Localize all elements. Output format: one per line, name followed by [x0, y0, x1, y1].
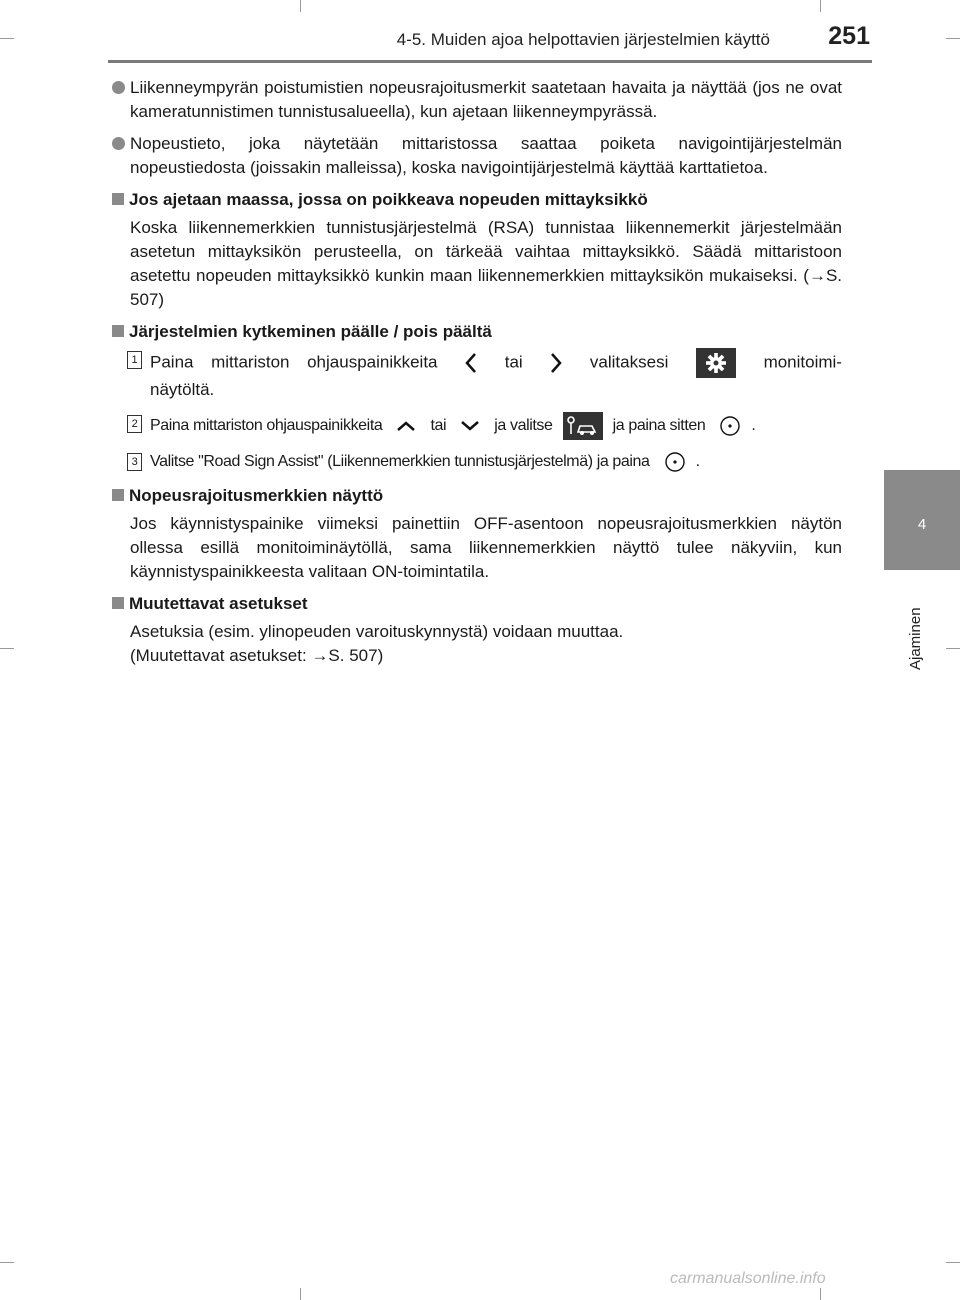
settings-paragraph: Asetuksia (esim. ylinopeuden varoituskynnystä) voidaan muuttaa. (Muutettavat asetukset: →S. 507)	[130, 622, 624, 665]
heading-square-icon	[112, 193, 124, 205]
chevron-left-icon	[465, 352, 477, 374]
bullet-text: Nopeustieto, joka näytetään mittaristossa saattaa poiketa navigointijärjestelmän nopeustiedosta (joissakin malleissa), koska navigointijärjestelmä käyttää karttatietoa.	[130, 134, 842, 177]
units-paragraph: Koska liikennemerkkien tunnistusjärjestelmä (RSA) tunnistaa liikennemerkit järjestelmään asetetun mittayksikön perusteella, on tärkeää vaihtaa mittayksikkö. Säädä mittaristoon asetettu nopeuden mittayksikkö kunkin maan liikennemerkkien mittayksikön mukaiseksi. (→S. 507)	[130, 218, 842, 309]
chapter-number: 4	[917, 516, 927, 533]
display-paragraph: Jos käynnistyspainike viimeksi painettiin OFF-asentoon nopeusrajoitusmerkkien näytön ollessa esillä monitoiminäytöllä, sama liikennemerkkien näyttö tulee näkyviin, kun käynnistyspainikkeesta valitaan ON-toimintatila.	[130, 514, 842, 581]
step-number: 2	[127, 415, 142, 433]
bullet-dot-icon	[112, 81, 125, 94]
crop-mark	[300, 0, 301, 12]
bullet-dot-icon	[112, 137, 125, 150]
crop-mark	[0, 38, 14, 39]
crop-mark	[0, 648, 14, 649]
crop-mark	[946, 648, 960, 649]
page-content	[112, 76, 842, 676]
chevron-right-icon	[550, 352, 562, 374]
crop-mark	[946, 1262, 960, 1263]
heading-toggle: Järjestelmien kytkeminen päälle / pois päältä	[112, 320, 842, 344]
crop-mark	[300, 1288, 301, 1300]
step-1: 1 Paina mittariston ohjauspainikkeita tai valitaksesi monitoimi- näytöltä.	[112, 348, 842, 402]
step-number: 3	[127, 453, 142, 471]
arrow-icon: →	[808, 266, 826, 285]
chevron-down-icon	[460, 420, 480, 432]
step-2: 2 Paina mittariston ohjauspainikkeita tai ja valitse ja paina sitten .	[112, 412, 842, 440]
step-3: 3 Valitse "Road Sign Assist" (Liikennemerkkien tunnistusjärjestelmä) ja paina .	[112, 450, 842, 474]
crop-mark	[946, 38, 960, 39]
ok-button-icon	[664, 451, 686, 473]
crop-mark	[820, 1288, 821, 1300]
heading-square-icon	[112, 489, 124, 501]
bullet-item	[112, 76, 842, 124]
ok-button-icon	[719, 415, 741, 437]
heading-settings: Muutettavat asetukset	[112, 592, 842, 616]
watermark: carmanualsonline.info	[670, 1270, 826, 1287]
chevron-up-icon	[396, 420, 416, 432]
heading-square-icon	[112, 325, 124, 337]
bullet-item	[112, 132, 842, 180]
arrow-icon: →	[311, 646, 329, 665]
crop-mark	[820, 0, 821, 12]
step-number: 1	[127, 351, 142, 369]
section-title: 4-5. Muiden ajoa helpottavien järjestelmien käyttö	[396, 30, 770, 49]
chapter-label: Ajaminen	[907, 607, 924, 670]
bullet-text: Liikenneympyrän poistumistien nopeusrajoitusmerkit saatetaan havaita ja näyttää (jos ne ovat kameratunnistimen tunnistusalueella), kun ajetaan liikenneympyrässä.	[130, 78, 842, 121]
driving-assist-car-icon	[563, 412, 603, 440]
settings-gear-icon	[696, 348, 736, 378]
crop-mark	[0, 1262, 14, 1263]
page-number: 251	[828, 22, 870, 50]
header-rule	[108, 60, 872, 63]
heading-square-icon	[112, 597, 124, 609]
heading-display: Nopeusrajoitusmerkkien näyttö	[112, 484, 842, 508]
heading-units: Jos ajetaan maassa, jossa on poikkeava nopeuden mittayksikkö	[112, 188, 842, 212]
